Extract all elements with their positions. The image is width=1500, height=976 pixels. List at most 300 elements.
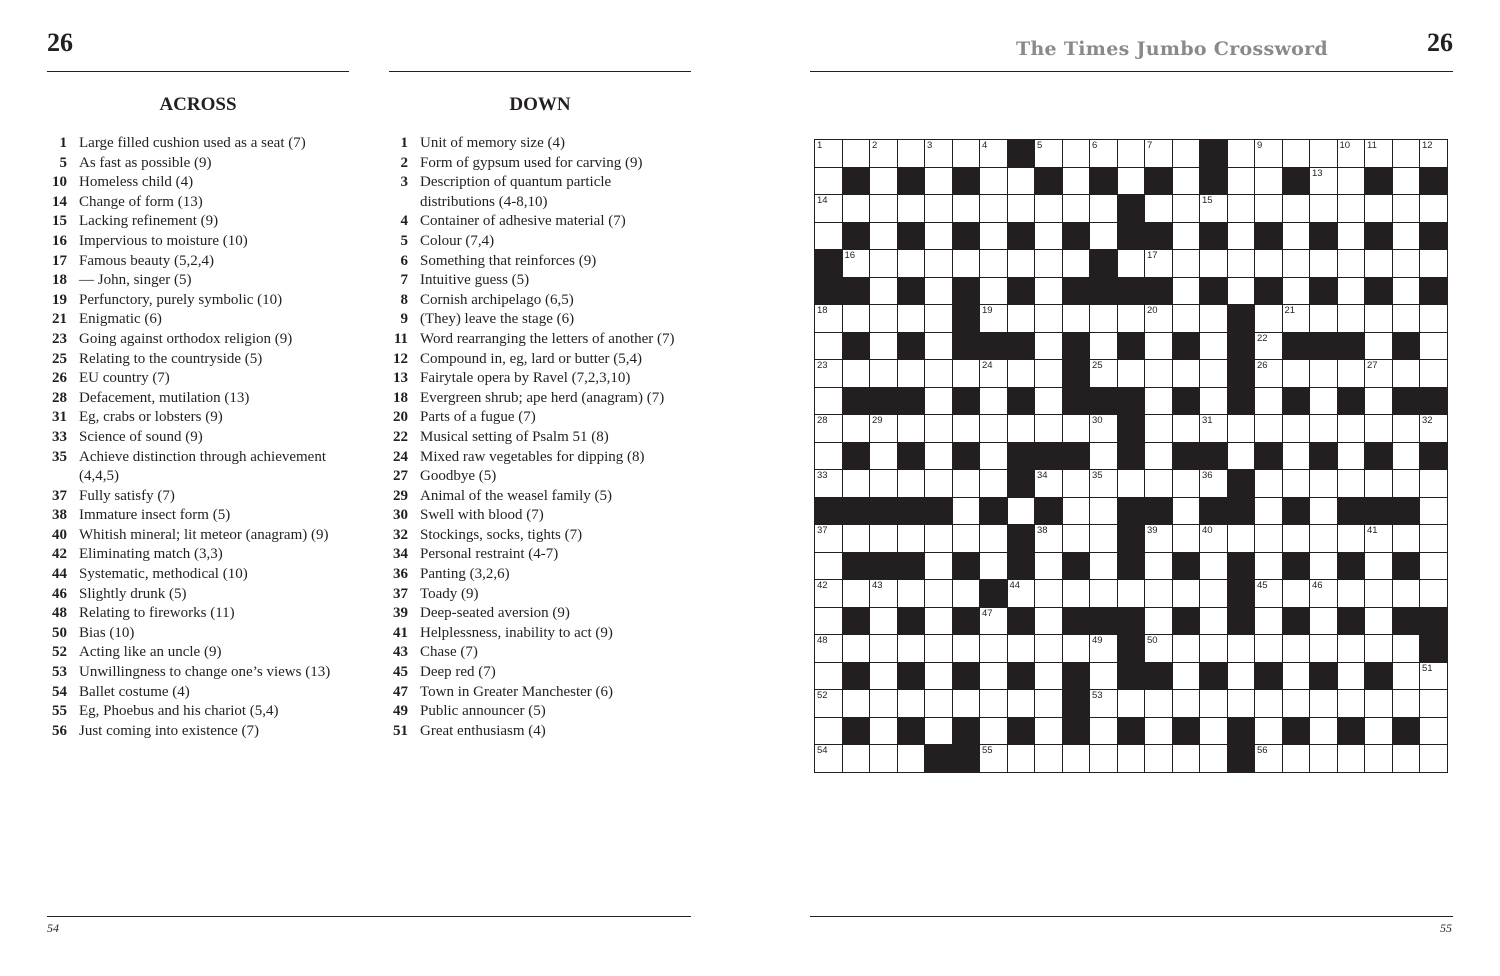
grid-cell[interactable] — [1063, 415, 1091, 443]
grid-cell[interactable] — [1118, 745, 1146, 773]
grid-cell[interactable] — [1200, 388, 1228, 416]
grid-cell[interactable] — [1200, 745, 1228, 773]
grid-cell[interactable] — [1365, 690, 1393, 718]
grid-cell[interactable] — [1310, 718, 1338, 746]
grid-cell[interactable] — [1310, 525, 1338, 553]
grid-cell[interactable] — [1200, 690, 1228, 718]
grid-cell[interactable] — [980, 250, 1008, 278]
grid-cell[interactable] — [1200, 608, 1228, 636]
grid-cell[interactable] — [1035, 278, 1063, 306]
grid-cell[interactable] — [1255, 635, 1283, 663]
grid-cell[interactable] — [870, 250, 898, 278]
grid-cell[interactable] — [1255, 718, 1283, 746]
grid-cell[interactable] — [898, 250, 926, 278]
grid-cell[interactable] — [1365, 388, 1393, 416]
grid-cell[interactable] — [1228, 140, 1256, 168]
grid-cell[interactable] — [1255, 140, 1283, 168]
grid-cell[interactable] — [1310, 635, 1338, 663]
grid-cell[interactable] — [815, 140, 843, 168]
grid-cell[interactable] — [980, 718, 1008, 746]
grid-cell[interactable] — [980, 278, 1008, 306]
grid-cell[interactable] — [980, 223, 1008, 251]
grid-cell[interactable] — [1145, 690, 1173, 718]
grid-cell[interactable] — [1145, 333, 1173, 361]
grid-cell[interactable] — [980, 195, 1008, 223]
grid-cell[interactable] — [925, 333, 953, 361]
grid-cell[interactable] — [925, 525, 953, 553]
grid-cell[interactable] — [1228, 663, 1256, 691]
grid-cell[interactable] — [1420, 195, 1448, 223]
grid-cell[interactable] — [1228, 635, 1256, 663]
grid-cell[interactable] — [815, 580, 843, 608]
grid-cell[interactable] — [1365, 250, 1393, 278]
grid-cell[interactable] — [815, 223, 843, 251]
grid-cell[interactable] — [1283, 305, 1311, 333]
grid-cell[interactable] — [1035, 195, 1063, 223]
grid-cell[interactable] — [980, 635, 1008, 663]
grid-cell[interactable] — [1365, 635, 1393, 663]
grid-cell[interactable] — [925, 250, 953, 278]
grid-cell[interactable] — [1008, 498, 1036, 526]
grid-cell[interactable] — [925, 168, 953, 196]
grid-cell[interactable] — [815, 608, 843, 636]
grid-cell[interactable] — [1310, 470, 1338, 498]
grid-cell[interactable] — [1200, 333, 1228, 361]
grid-cell[interactable] — [925, 278, 953, 306]
grid-cell[interactable] — [1365, 718, 1393, 746]
grid-cell[interactable] — [1200, 250, 1228, 278]
grid-cell[interactable] — [1035, 223, 1063, 251]
grid-cell[interactable] — [815, 553, 843, 581]
grid-cell[interactable] — [925, 223, 953, 251]
grid-cell[interactable] — [925, 553, 953, 581]
grid-cell[interactable] — [1145, 608, 1173, 636]
grid-cell[interactable] — [870, 745, 898, 773]
grid-cell[interactable] — [870, 663, 898, 691]
grid-cell[interactable] — [1035, 553, 1063, 581]
grid-cell[interactable] — [1200, 635, 1228, 663]
grid-cell[interactable] — [1393, 278, 1421, 306]
grid-cell[interactable] — [870, 278, 898, 306]
grid-cell[interactable] — [1173, 498, 1201, 526]
grid-cell[interactable] — [1255, 333, 1283, 361]
grid-cell[interactable] — [1310, 250, 1338, 278]
grid-cell[interactable] — [980, 415, 1008, 443]
grid-cell[interactable] — [815, 333, 843, 361]
grid-cell[interactable] — [980, 608, 1008, 636]
grid-cell[interactable] — [1255, 525, 1283, 553]
grid-cell[interactable] — [1310, 580, 1338, 608]
grid-cell[interactable] — [870, 443, 898, 471]
grid-cell[interactable] — [1338, 140, 1366, 168]
grid-cell[interactable] — [1393, 663, 1421, 691]
grid-cell[interactable] — [1338, 223, 1366, 251]
grid-cell[interactable] — [1228, 223, 1256, 251]
grid-cell[interactable] — [1338, 195, 1366, 223]
grid-cell[interactable] — [1420, 415, 1448, 443]
grid-cell[interactable] — [898, 140, 926, 168]
grid-cell[interactable] — [980, 305, 1008, 333]
grid-cell[interactable] — [1420, 470, 1448, 498]
grid-cell[interactable] — [870, 333, 898, 361]
grid-cell[interactable] — [1200, 553, 1228, 581]
grid-cell[interactable] — [898, 195, 926, 223]
grid-cell[interactable] — [1173, 580, 1201, 608]
grid-cell[interactable] — [1365, 195, 1393, 223]
grid-cell[interactable] — [1310, 360, 1338, 388]
grid-cell[interactable] — [870, 690, 898, 718]
grid-cell[interactable] — [1145, 470, 1173, 498]
grid-cell[interactable] — [925, 305, 953, 333]
grid-cell[interactable] — [1255, 690, 1283, 718]
grid-cell[interactable] — [1365, 305, 1393, 333]
grid-cell[interactable] — [898, 415, 926, 443]
grid-cell[interactable] — [980, 745, 1008, 773]
grid-cell[interactable] — [1255, 608, 1283, 636]
grid-cell[interactable] — [843, 415, 871, 443]
grid-cell[interactable] — [1090, 690, 1118, 718]
grid-cell[interactable] — [843, 525, 871, 553]
grid-cell[interactable] — [1008, 195, 1036, 223]
grid-cell[interactable] — [953, 580, 981, 608]
grid-cell[interactable] — [1420, 690, 1448, 718]
grid-cell[interactable] — [1283, 635, 1311, 663]
grid-cell[interactable] — [1283, 278, 1311, 306]
grid-cell[interactable] — [1393, 360, 1421, 388]
grid-cell[interactable] — [1090, 415, 1118, 443]
grid-cell[interactable] — [1365, 553, 1393, 581]
grid-cell[interactable] — [1063, 525, 1091, 553]
grid-cell[interactable] — [1090, 663, 1118, 691]
grid-cell[interactable] — [898, 690, 926, 718]
grid-cell[interactable] — [1365, 745, 1393, 773]
grid-cell[interactable] — [1145, 140, 1173, 168]
grid-cell[interactable] — [1393, 635, 1421, 663]
grid-cell[interactable] — [1310, 690, 1338, 718]
grid-cell[interactable] — [870, 305, 898, 333]
grid-cell[interactable] — [980, 663, 1008, 691]
grid-cell[interactable] — [1228, 690, 1256, 718]
grid-cell[interactable] — [1145, 718, 1173, 746]
grid-cell[interactable] — [1310, 195, 1338, 223]
grid-cell[interactable] — [1200, 580, 1228, 608]
grid-cell[interactable] — [1255, 415, 1283, 443]
grid-cell[interactable] — [1228, 250, 1256, 278]
grid-cell[interactable] — [1035, 360, 1063, 388]
grid-cell[interactable] — [815, 305, 843, 333]
grid-cell[interactable] — [1173, 223, 1201, 251]
grid-cell[interactable] — [1393, 443, 1421, 471]
grid-cell[interactable] — [1420, 580, 1448, 608]
grid-cell[interactable] — [1338, 360, 1366, 388]
grid-cell[interactable] — [925, 608, 953, 636]
grid-cell[interactable] — [980, 168, 1008, 196]
grid-cell[interactable] — [1365, 580, 1393, 608]
grid-cell[interactable] — [1090, 223, 1118, 251]
grid-cell[interactable] — [953, 635, 981, 663]
grid-cell[interactable] — [1338, 415, 1366, 443]
grid-cell[interactable] — [1090, 333, 1118, 361]
grid-cell[interactable] — [1228, 443, 1256, 471]
grid-cell[interactable] — [1393, 168, 1421, 196]
grid-cell[interactable] — [1365, 140, 1393, 168]
grid-cell[interactable] — [1063, 250, 1091, 278]
grid-cell[interactable] — [815, 745, 843, 773]
grid-cell[interactable] — [1338, 305, 1366, 333]
grid-cell[interactable] — [1090, 525, 1118, 553]
grid-cell[interactable] — [1035, 608, 1063, 636]
grid-cell[interactable] — [1338, 470, 1366, 498]
grid-cell[interactable] — [1035, 415, 1063, 443]
grid-cell[interactable] — [953, 470, 981, 498]
grid-cell[interactable] — [1145, 388, 1173, 416]
grid-cell[interactable] — [1420, 718, 1448, 746]
grid-cell[interactable] — [1090, 305, 1118, 333]
grid-cell[interactable] — [953, 525, 981, 553]
grid-cell[interactable] — [980, 690, 1008, 718]
grid-cell[interactable] — [1338, 278, 1366, 306]
grid-cell[interactable] — [1255, 580, 1283, 608]
grid-cell[interactable] — [1228, 525, 1256, 553]
grid-cell[interactable] — [953, 690, 981, 718]
grid-cell[interactable] — [1008, 305, 1036, 333]
grid-cell[interactable] — [1420, 305, 1448, 333]
grid-cell[interactable] — [1283, 415, 1311, 443]
grid-cell[interactable] — [1145, 250, 1173, 278]
grid-cell[interactable] — [898, 580, 926, 608]
grid-cell[interactable] — [1118, 305, 1146, 333]
grid-cell[interactable] — [815, 718, 843, 746]
grid-cell[interactable] — [1283, 690, 1311, 718]
grid-cell[interactable] — [870, 168, 898, 196]
grid-cell[interactable] — [1035, 140, 1063, 168]
grid-cell[interactable] — [815, 388, 843, 416]
grid-cell[interactable] — [843, 745, 871, 773]
grid-cell[interactable] — [1255, 388, 1283, 416]
grid-cell[interactable] — [980, 470, 1008, 498]
grid-cell[interactable] — [925, 195, 953, 223]
grid-cell[interactable] — [1173, 470, 1201, 498]
grid-cell[interactable] — [1365, 608, 1393, 636]
grid-cell[interactable] — [1338, 250, 1366, 278]
grid-cell[interactable] — [815, 690, 843, 718]
grid-cell[interactable] — [1255, 745, 1283, 773]
grid-cell[interactable] — [898, 635, 926, 663]
grid-cell[interactable] — [1090, 718, 1118, 746]
grid-cell[interactable] — [1035, 718, 1063, 746]
grid-cell[interactable] — [1145, 305, 1173, 333]
grid-cell[interactable] — [1255, 195, 1283, 223]
grid-cell[interactable] — [1063, 635, 1091, 663]
grid-cell[interactable] — [1090, 140, 1118, 168]
grid-cell[interactable] — [980, 553, 1008, 581]
grid-cell[interactable] — [1090, 498, 1118, 526]
grid-cell[interactable] — [980, 443, 1008, 471]
grid-cell[interactable] — [1338, 745, 1366, 773]
grid-cell[interactable] — [1283, 360, 1311, 388]
grid-cell[interactable] — [1393, 195, 1421, 223]
grid-cell[interactable] — [1090, 443, 1118, 471]
grid-cell[interactable] — [1255, 168, 1283, 196]
grid-cell[interactable] — [1008, 168, 1036, 196]
grid-cell[interactable] — [1173, 305, 1201, 333]
grid-cell[interactable] — [1118, 360, 1146, 388]
grid-cell[interactable] — [1283, 525, 1311, 553]
grid-cell[interactable] — [1283, 663, 1311, 691]
grid-cell[interactable] — [870, 580, 898, 608]
grid-cell[interactable] — [1338, 443, 1366, 471]
grid-cell[interactable] — [815, 195, 843, 223]
grid-cell[interactable] — [815, 635, 843, 663]
grid-cell[interactable] — [1393, 415, 1421, 443]
grid-cell[interactable] — [815, 415, 843, 443]
grid-cell[interactable] — [1310, 608, 1338, 636]
grid-cell[interactable] — [1173, 415, 1201, 443]
grid-cell[interactable] — [1255, 360, 1283, 388]
grid-cell[interactable] — [925, 580, 953, 608]
grid-cell[interactable] — [870, 470, 898, 498]
grid-cell[interactable] — [925, 470, 953, 498]
grid-cell[interactable] — [1255, 250, 1283, 278]
grid-cell[interactable] — [1035, 690, 1063, 718]
grid-cell[interactable] — [1393, 140, 1421, 168]
grid-cell[interactable] — [1338, 525, 1366, 553]
grid-cell[interactable] — [925, 718, 953, 746]
grid-cell[interactable] — [1255, 470, 1283, 498]
grid-cell[interactable] — [1035, 635, 1063, 663]
grid-cell[interactable] — [1173, 525, 1201, 553]
grid-cell[interactable] — [1228, 168, 1256, 196]
grid-cell[interactable] — [1393, 690, 1421, 718]
grid-cell[interactable] — [1420, 663, 1448, 691]
grid-cell[interactable] — [925, 415, 953, 443]
grid-cell[interactable] — [1228, 278, 1256, 306]
grid-cell[interactable] — [843, 690, 871, 718]
grid-cell[interactable] — [1420, 553, 1448, 581]
grid-cell[interactable] — [843, 250, 871, 278]
grid-cell[interactable] — [815, 443, 843, 471]
grid-cell[interactable] — [1008, 250, 1036, 278]
grid-cell[interactable] — [925, 388, 953, 416]
grid-cell[interactable] — [1283, 443, 1311, 471]
grid-cell[interactable] — [1118, 690, 1146, 718]
grid-cell[interactable] — [1090, 553, 1118, 581]
grid-cell[interactable] — [1145, 553, 1173, 581]
grid-cell[interactable] — [1063, 168, 1091, 196]
grid-cell[interactable] — [1008, 745, 1036, 773]
grid-cell[interactable] — [1420, 360, 1448, 388]
grid-cell[interactable] — [1063, 580, 1091, 608]
grid-cell[interactable] — [1063, 305, 1091, 333]
grid-cell[interactable] — [1008, 415, 1036, 443]
grid-cell[interactable] — [1200, 195, 1228, 223]
grid-cell[interactable] — [1063, 140, 1091, 168]
grid-cell[interactable] — [1393, 745, 1421, 773]
grid-cell[interactable] — [1035, 305, 1063, 333]
grid-cell[interactable] — [1310, 140, 1338, 168]
grid-cell[interactable] — [1420, 525, 1448, 553]
grid-cell[interactable] — [1063, 498, 1091, 526]
grid-cell[interactable] — [1365, 525, 1393, 553]
grid-cell[interactable] — [1393, 470, 1421, 498]
grid-cell[interactable] — [1063, 745, 1091, 773]
grid-cell[interactable] — [1008, 360, 1036, 388]
grid-cell[interactable] — [1283, 140, 1311, 168]
grid-cell[interactable] — [1420, 250, 1448, 278]
grid-cell[interactable] — [1338, 663, 1366, 691]
grid-cell[interactable] — [1310, 388, 1338, 416]
grid-cell[interactable] — [815, 360, 843, 388]
grid-cell[interactable] — [843, 360, 871, 388]
grid-cell[interactable] — [1090, 580, 1118, 608]
grid-cell[interactable] — [1338, 168, 1366, 196]
grid-cell[interactable] — [898, 305, 926, 333]
grid-cell[interactable] — [815, 525, 843, 553]
grid-cell[interactable] — [1200, 415, 1228, 443]
grid-cell[interactable] — [1365, 333, 1393, 361]
grid-cell[interactable] — [1173, 140, 1201, 168]
grid-cell[interactable] — [870, 415, 898, 443]
grid-cell[interactable] — [1310, 305, 1338, 333]
grid-cell[interactable] — [1310, 415, 1338, 443]
grid-cell[interactable] — [1255, 305, 1283, 333]
grid-cell[interactable] — [1063, 195, 1091, 223]
grid-cell[interactable] — [925, 690, 953, 718]
grid-cell[interactable] — [1035, 663, 1063, 691]
grid-cell[interactable] — [1393, 580, 1421, 608]
grid-cell[interactable] — [1420, 498, 1448, 526]
grid-cell[interactable] — [1283, 580, 1311, 608]
grid-cell[interactable] — [1393, 250, 1421, 278]
grid-cell[interactable] — [1310, 168, 1338, 196]
grid-cell[interactable] — [980, 360, 1008, 388]
grid-cell[interactable] — [1145, 635, 1173, 663]
grid-cell[interactable] — [1118, 168, 1146, 196]
grid-cell[interactable] — [815, 663, 843, 691]
grid-cell[interactable] — [1173, 635, 1201, 663]
grid-cell[interactable] — [1145, 360, 1173, 388]
grid-cell[interactable] — [1035, 745, 1063, 773]
grid-cell[interactable] — [1338, 580, 1366, 608]
grid-cell[interactable] — [870, 608, 898, 636]
grid-cell[interactable] — [1393, 525, 1421, 553]
grid-cell[interactable] — [953, 195, 981, 223]
grid-cell[interactable] — [1200, 525, 1228, 553]
grid-cell[interactable] — [1393, 305, 1421, 333]
grid-cell[interactable] — [1145, 195, 1173, 223]
grid-cell[interactable] — [1310, 745, 1338, 773]
grid-cell[interactable] — [1393, 223, 1421, 251]
grid-cell[interactable] — [1173, 663, 1201, 691]
grid-cell[interactable] — [870, 525, 898, 553]
grid-cell[interactable] — [1035, 525, 1063, 553]
grid-cell[interactable] — [1420, 333, 1448, 361]
grid-cell[interactable] — [1310, 498, 1338, 526]
grid-cell[interactable] — [843, 140, 871, 168]
grid-cell[interactable] — [925, 360, 953, 388]
grid-cell[interactable] — [953, 360, 981, 388]
grid-cell[interactable] — [1118, 580, 1146, 608]
grid-cell[interactable] — [1145, 525, 1173, 553]
grid-cell[interactable] — [953, 250, 981, 278]
grid-cell[interactable] — [1200, 360, 1228, 388]
grid-cell[interactable] — [1283, 223, 1311, 251]
grid-cell[interactable] — [1145, 745, 1173, 773]
grid-cell[interactable] — [980, 525, 1008, 553]
grid-cell[interactable] — [1035, 470, 1063, 498]
grid-cell[interactable] — [843, 305, 871, 333]
grid-cell[interactable] — [1118, 470, 1146, 498]
